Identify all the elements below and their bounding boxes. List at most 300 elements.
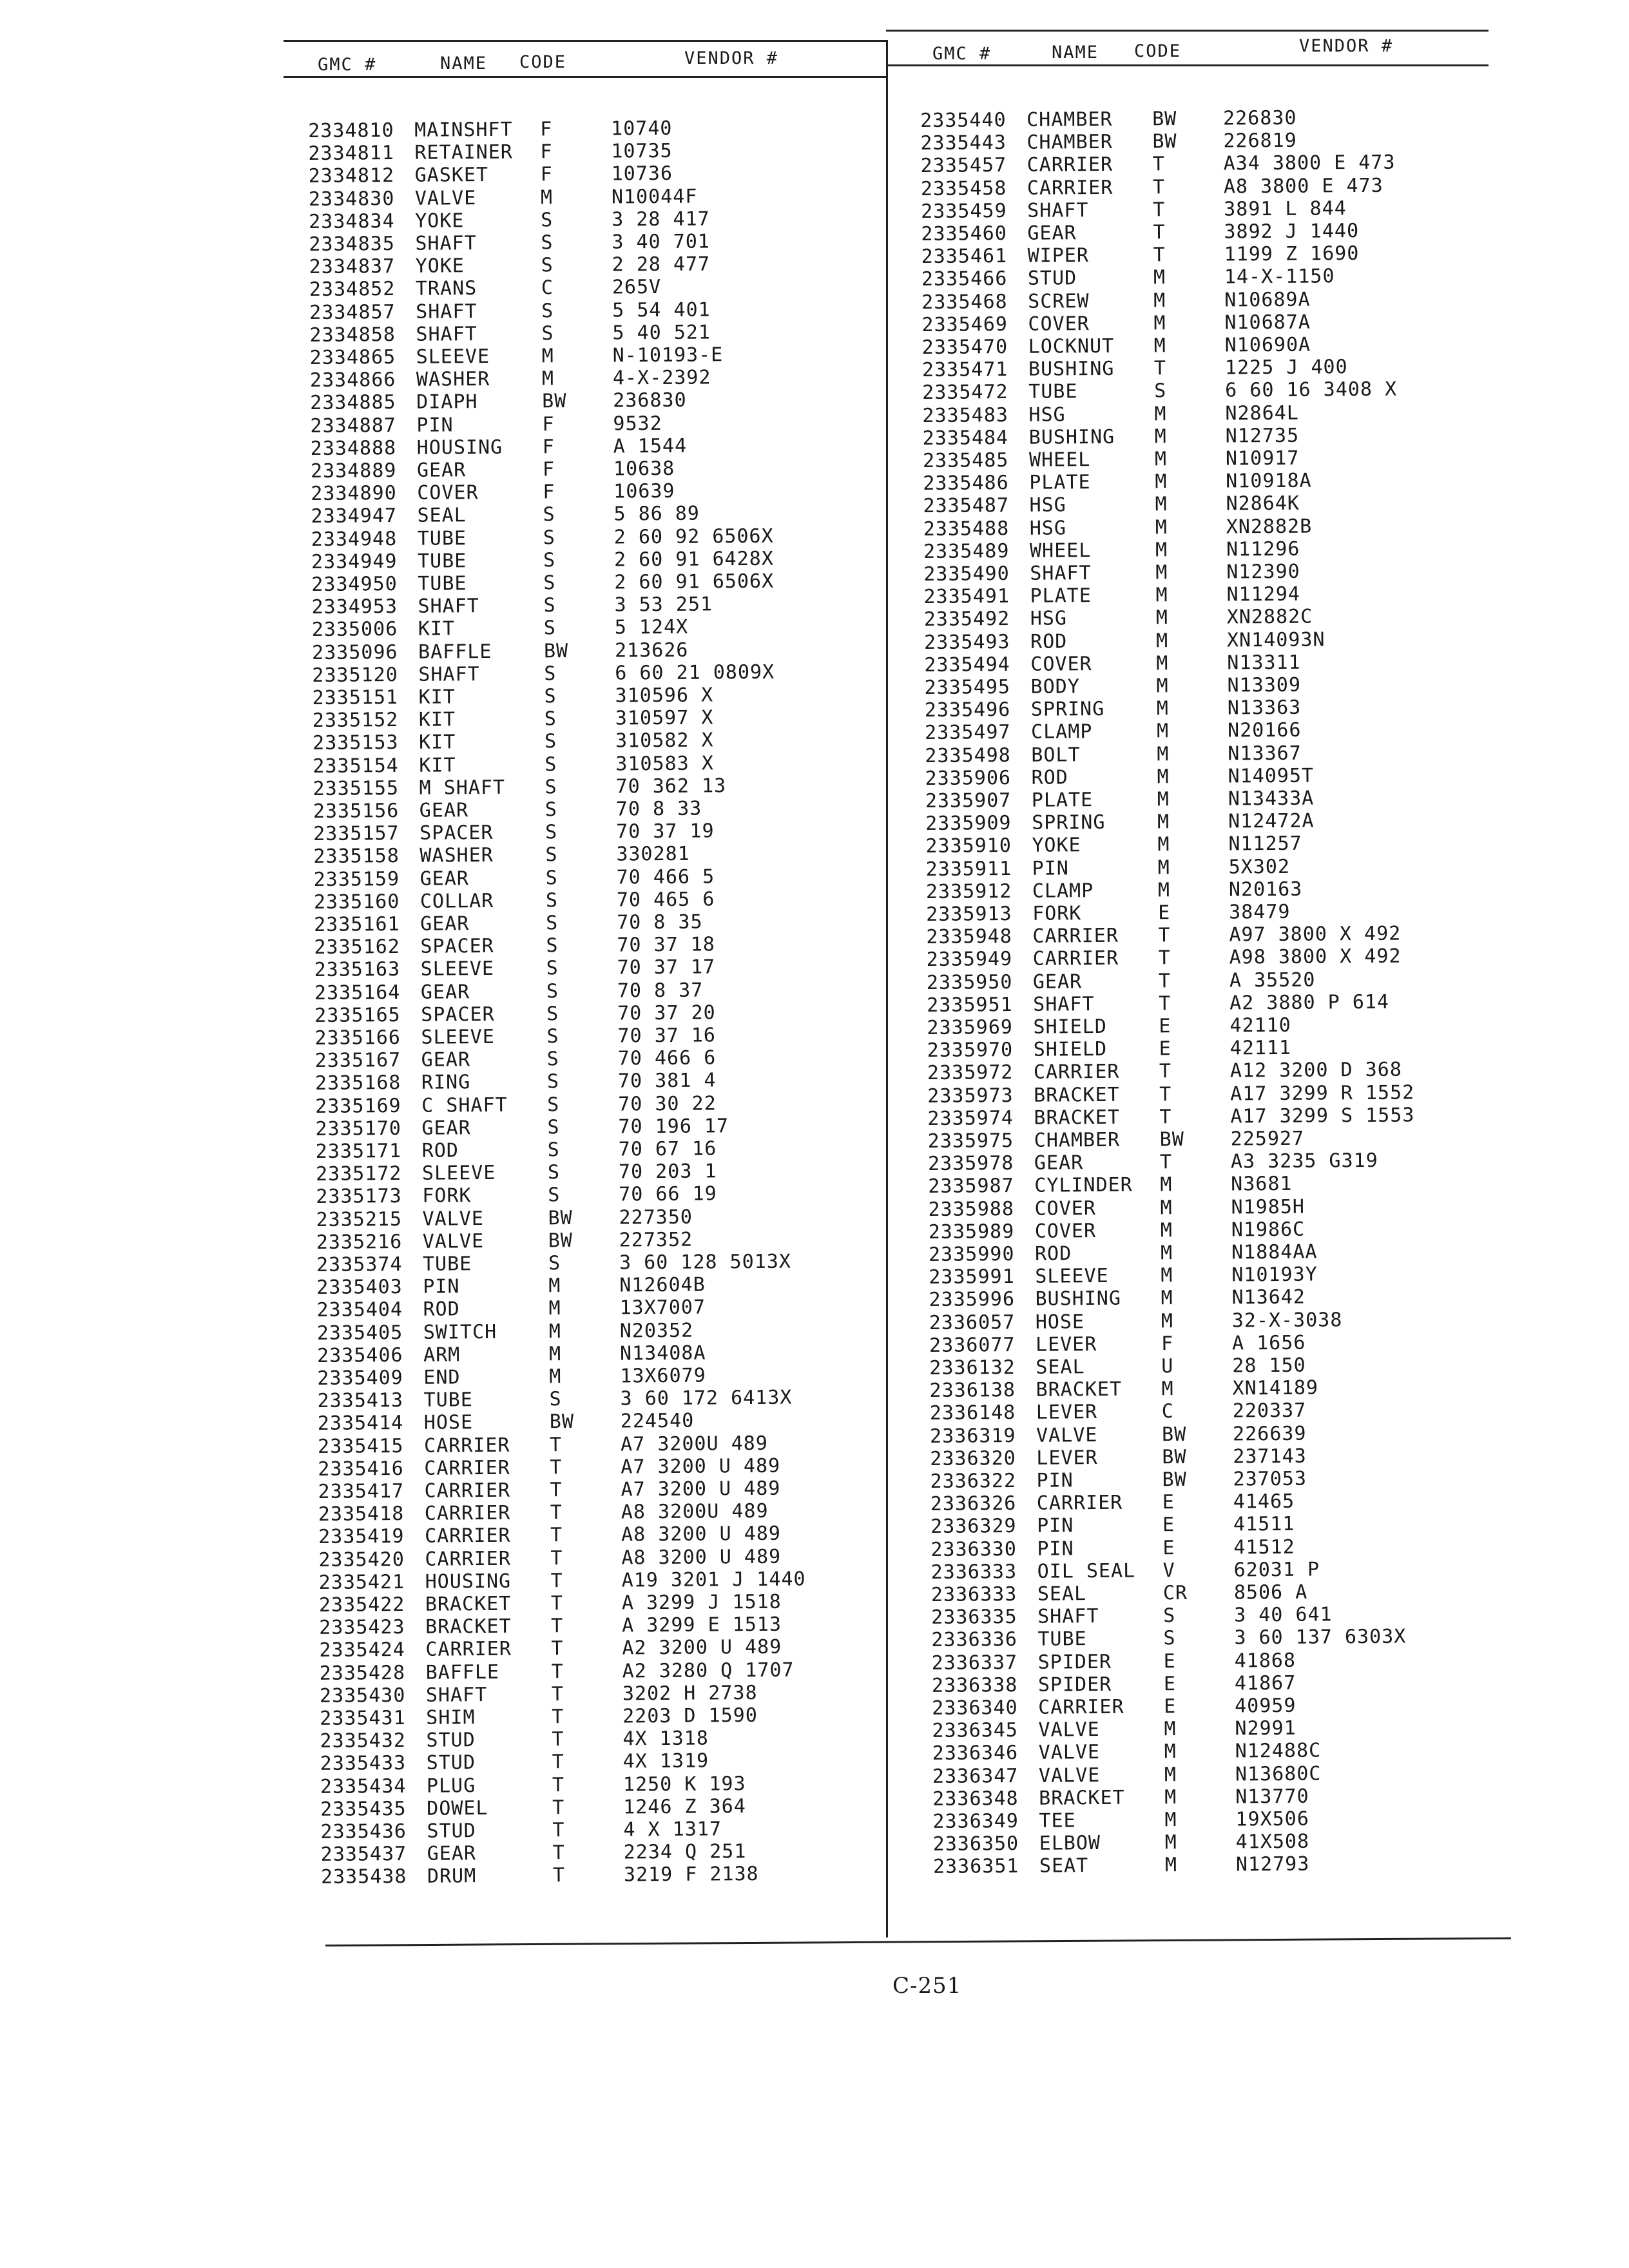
gmc-number: 2336347 — [932, 1764, 1019, 1788]
vendor-code: E — [1162, 1536, 1175, 1559]
part-name: SEAL — [1037, 1582, 1087, 1606]
vendor-number: A34 3800 E 473 — [1223, 151, 1396, 175]
gmc-number: 2335972 — [927, 1061, 1014, 1085]
gmc-number: 2335443 — [920, 131, 1007, 155]
part-name: YOKE — [415, 255, 465, 278]
right-header-code: CODE — [1134, 41, 1182, 61]
part-name: SPRING — [1031, 811, 1106, 834]
part-name: PIN — [1032, 856, 1069, 880]
vendor-number: N13309 — [1227, 673, 1302, 697]
gmc-number: 2335461 — [921, 245, 1008, 269]
vendor-code: S — [546, 1070, 560, 1093]
vendor-code: M — [1157, 856, 1170, 879]
gmc-number: 2335159 — [313, 867, 400, 891]
vendor-code: T — [551, 1637, 564, 1660]
vendor-number: A 1656 — [1231, 1331, 1306, 1355]
part-name: ROD — [1030, 629, 1068, 653]
gmc-number: 2336351 — [932, 1855, 1019, 1879]
vendor-number: 70 8 35 — [617, 910, 703, 934]
part-name: BOLT — [1031, 743, 1081, 767]
vendor-code: F — [540, 163, 553, 186]
gmc-number: 2336340 — [932, 1696, 1018, 1720]
gmc-number: 2335974 — [927, 1106, 1014, 1130]
gmc-number: 2335414 — [317, 1412, 404, 1436]
part-name: CARRIER — [1033, 1061, 1120, 1084]
vendor-number: 226830 — [1222, 106, 1297, 130]
vendor-code: M — [1164, 1740, 1177, 1763]
gmc-number: 2335949 — [926, 948, 1013, 972]
gmc-number: 2334858 — [309, 323, 396, 347]
gmc-number: 2336138 — [929, 1379, 1016, 1403]
vendor-number: XN14189 — [1232, 1376, 1319, 1400]
vendor-code: BW — [1159, 1128, 1184, 1151]
vendor-number: 70 8 33 — [615, 797, 702, 821]
vendor-number: 41867 — [1234, 1671, 1296, 1695]
vendor-number: 40959 — [1235, 1694, 1296, 1718]
vendor-number: N11296 — [1226, 537, 1300, 561]
vendor-code: T — [552, 1796, 565, 1820]
vendor-number: 38479 — [1229, 900, 1291, 924]
vendor-code: CR — [1162, 1582, 1188, 1605]
vendor-number: 13X7007 — [619, 1296, 706, 1320]
vendor-number: XN2882C — [1226, 605, 1313, 629]
vendor-number: A7 3200 U 489 — [621, 1454, 781, 1479]
gmc-number: 2334852 — [309, 278, 396, 302]
part-name: HSG — [1029, 494, 1066, 517]
left-header-gmc: GMC # — [318, 55, 377, 75]
top-rule-left — [284, 40, 886, 42]
vendor-code: M — [1156, 697, 1170, 720]
part-name: SCREW — [1028, 289, 1090, 313]
part-name: PIN — [1036, 1514, 1074, 1538]
part-name: BRACKET — [1036, 1378, 1123, 1401]
part-name: HOSE — [1035, 1310, 1085, 1334]
vendor-number: A 1544 — [613, 434, 688, 458]
right-header-gmc: GMC # — [932, 44, 992, 64]
vendor-number: N1985H — [1231, 1195, 1306, 1219]
vendor-number: 3891 L 844 — [1224, 197, 1347, 221]
vendor-code: BW — [1152, 108, 1177, 131]
vendor-code: F — [1161, 1332, 1174, 1356]
part-name: KIT — [418, 617, 456, 641]
gmc-number: 2335006 — [311, 618, 398, 642]
vendor-number: N11294 — [1226, 582, 1301, 606]
vendor-number: N13311 — [1227, 651, 1301, 675]
part-name: SPIDER — [1037, 1673, 1112, 1696]
gmc-number: 2334837 — [309, 255, 396, 279]
vendor-number: 220337 — [1232, 1399, 1307, 1423]
vendor-number: 8506 A — [1233, 1581, 1308, 1604]
vendor-code: S — [545, 889, 559, 912]
gmc-number: 2335406 — [316, 1343, 403, 1367]
vendor-number: 226819 — [1223, 129, 1297, 153]
part-name: COVER — [1028, 312, 1090, 336]
gmc-number: 2335491 — [923, 585, 1010, 609]
vendor-number: N13642 — [1231, 1286, 1306, 1309]
part-name: SHAFT — [1033, 992, 1095, 1016]
vendor-code: S — [548, 1184, 561, 1207]
part-name: GASKET — [414, 164, 489, 187]
vendor-code: M — [1157, 765, 1170, 789]
part-name: LEVER — [1035, 1332, 1097, 1356]
vendor-number: 4 X 1317 — [623, 1818, 722, 1841]
gmc-number: 2334888 — [310, 436, 397, 460]
vendor-code: M — [1154, 425, 1167, 448]
vendor-number: 5 124X — [614, 616, 689, 639]
vendor-code: M — [1161, 1264, 1173, 1287]
vendor-code: S — [544, 685, 557, 708]
vendor-code: S — [543, 503, 555, 526]
vendor-number: 10740 — [610, 117, 673, 140]
part-name: GEAR — [420, 912, 470, 936]
vendor-code: S — [547, 1161, 561, 1184]
part-name: TEE — [1039, 1809, 1076, 1832]
vendor-number: N13408A — [619, 1341, 706, 1365]
vendor-code: S — [545, 821, 558, 844]
vendor-code: E — [1164, 1695, 1177, 1718]
vendor-number: 41465 — [1233, 1490, 1295, 1514]
vendor-code: BW — [1162, 1468, 1187, 1492]
vendor-code: S — [544, 707, 557, 731]
vendor-number: 4-X-2392 — [612, 366, 711, 390]
gmc-number: 2335471 — [921, 358, 1008, 382]
part-name: TUBE — [1028, 380, 1078, 404]
vendor-number: 310597 X — [615, 706, 714, 730]
vendor-number: N20166 — [1227, 719, 1302, 742]
vendor-number: 3 40 641 — [1234, 1603, 1333, 1627]
vendor-code: T — [550, 1524, 563, 1547]
vendor-number: 224540 — [620, 1410, 695, 1433]
gmc-number: 2335152 — [312, 709, 399, 733]
part-name: LEVER — [1036, 1401, 1098, 1425]
vendor-number: 70 381 4 — [617, 1069, 717, 1093]
gmc-number: 2336319 — [929, 1424, 1016, 1448]
part-name: KIT — [418, 731, 456, 754]
part-name: FORK — [1032, 902, 1082, 925]
part-name: VALVE — [1038, 1741, 1101, 1765]
vendor-number: A7 3200U 489 — [620, 1432, 768, 1456]
part-name: CARRIER — [1027, 153, 1113, 177]
part-name: PLATE — [1031, 789, 1094, 812]
gmc-number: 2336057 — [929, 1311, 1016, 1334]
right-header-vendor: VENDOR # — [1299, 36, 1394, 56]
vendor-code: M — [1153, 266, 1166, 289]
vendor-code: T — [552, 1728, 564, 1751]
gmc-number: 2336333 — [930, 1560, 1017, 1584]
vendor-code: S — [547, 1139, 560, 1162]
gmc-number: 2335472 — [922, 381, 1008, 405]
vendor-number: 310583 X — [615, 752, 714, 776]
vendor-number: 2 28 477 — [612, 253, 711, 276]
vendor-number: 9532 — [613, 412, 662, 436]
part-name: BUSHING — [1028, 357, 1115, 381]
gmc-number: 2335496 — [924, 698, 1011, 722]
vendor-number: 41512 — [1233, 1535, 1295, 1559]
vendor-code: M — [1155, 515, 1168, 539]
gmc-number: 2334949 — [311, 550, 398, 573]
vendor-number: A12 3200 D 368 — [1229, 1058, 1402, 1082]
vendor-code: S — [541, 209, 554, 232]
vendor-number: N10689A — [1224, 288, 1311, 312]
gmc-number: 2334887 — [310, 414, 397, 437]
part-name: CARRIER — [423, 1434, 510, 1457]
vendor-code: F — [542, 436, 555, 459]
gmc-number: 2336333 — [930, 1582, 1017, 1606]
part-name: STUD — [426, 1751, 476, 1775]
right-header-name: NAME — [1052, 43, 1099, 62]
bottom-rule — [325, 1937, 1511, 1946]
vendor-code: F — [539, 118, 553, 141]
part-name: ROD — [421, 1139, 459, 1162]
vendor-number: 310596 X — [615, 684, 714, 707]
vendor-code: T — [1158, 969, 1171, 992]
gmc-number: 2334830 — [308, 187, 395, 211]
vendor-number: 5 40 521 — [612, 321, 711, 345]
vendor-code: M — [549, 1365, 562, 1389]
vendor-code: T — [552, 1819, 565, 1842]
part-name: SHAFT — [1037, 1605, 1099, 1628]
part-name: HOUSING — [425, 1570, 512, 1593]
vendor-code: M — [540, 186, 554, 209]
vendor-number: N1986C — [1231, 1218, 1306, 1242]
part-name: PIN — [416, 413, 454, 437]
vendor-number: 6 60 21 0809X — [615, 660, 775, 685]
vendor-number: 5X302 — [1228, 855, 1291, 879]
vendor-code: M — [1153, 289, 1166, 312]
part-name: DOWEL — [427, 1796, 488, 1820]
part-name: KIT — [419, 753, 456, 777]
vendor-number: 5 54 401 — [612, 298, 711, 322]
vendor-code: S — [546, 1048, 559, 1071]
vendor-code: M — [1153, 334, 1166, 358]
vendor-code: BW — [548, 1229, 574, 1253]
gmc-number: 2335157 — [313, 822, 400, 846]
part-name: SHAFT — [1027, 198, 1089, 222]
gmc-number: 2335423 — [319, 1616, 405, 1640]
vendor-number: A 3299 J 1518 — [621, 1590, 782, 1615]
vendor-code: BW — [1162, 1445, 1187, 1469]
part-name: TUBE — [422, 1253, 472, 1276]
gmc-number: 2335991 — [929, 1265, 1015, 1289]
gmc-number: 2335906 — [925, 766, 1012, 790]
gmc-number: 2335910 — [925, 834, 1012, 858]
vendor-code: T — [1152, 153, 1165, 176]
gmc-number: 2335948 — [926, 925, 1012, 949]
vendor-code: S — [546, 1002, 559, 1026]
vendor-code: S — [549, 1388, 562, 1411]
vendor-code: T — [1159, 992, 1171, 1015]
vendor-code: M — [1160, 1173, 1173, 1196]
gmc-number: 2335485 — [922, 449, 1009, 472]
gmc-number: 2335173 — [316, 1185, 402, 1209]
gmc-number: 2335421 — [318, 1570, 405, 1594]
vendor-code: C — [1161, 1400, 1175, 1423]
gmc-number: 2335374 — [316, 1253, 403, 1276]
part-name: BAFFLE — [425, 1660, 500, 1684]
vendor-number: N10918A — [1226, 469, 1312, 493]
vendor-code: M — [1157, 833, 1170, 856]
part-name: BRACKET — [425, 1615, 512, 1639]
part-name: WHEEL — [1028, 448, 1091, 472]
part-name: STUD — [427, 1820, 476, 1843]
vendor-number: 2234 Q 251 — [623, 1840, 747, 1864]
vendor-code: M — [1164, 1809, 1177, 1832]
vendor-number: 70 466 6 — [617, 1046, 717, 1070]
vendor-code: BW — [549, 1410, 575, 1434]
part-name: HSG — [1030, 607, 1068, 631]
gmc-number: 2335457 — [920, 154, 1007, 178]
part-name: LOCKNUT — [1028, 334, 1115, 358]
vendor-number: N20352 — [619, 1319, 694, 1343]
vendor-code: M — [1157, 811, 1170, 834]
part-name: BRACKET — [1034, 1083, 1120, 1107]
part-name: COVER — [1034, 1196, 1096, 1220]
vendor-number: N1884AA — [1231, 1240, 1318, 1264]
part-name: MAINSHFT — [414, 118, 513, 142]
vendor-code: S — [545, 753, 557, 776]
vendor-code: T — [550, 1569, 563, 1593]
gmc-number: 2335170 — [315, 1117, 402, 1140]
vendor-number: 32-X-3038 — [1231, 1308, 1343, 1332]
vendor-code: M — [541, 345, 554, 368]
vendor-code: M — [1160, 1218, 1173, 1242]
part-name: HSG — [1029, 516, 1067, 540]
gmc-number: 2335419 — [318, 1525, 405, 1549]
part-name: FORK — [422, 1184, 472, 1208]
vendor-number: XN2882B — [1226, 515, 1313, 539]
vendor-code: M — [1155, 629, 1169, 652]
vendor-number: A8 3200 U 489 — [621, 1545, 782, 1570]
gmc-number: 2335990 — [928, 1242, 1015, 1266]
gmc-number: 2336346 — [932, 1742, 1019, 1765]
gmc-number: 2334865 — [309, 346, 396, 369]
part-name: SPACER — [419, 822, 494, 845]
vendor-code: S — [545, 775, 557, 799]
vendor-code: T — [1159, 1151, 1173, 1174]
vendor-number: 2 60 91 6506X — [614, 570, 775, 594]
vendor-number: N12793 — [1235, 1853, 1310, 1876]
vendor-number: A17 3299 R 1552 — [1230, 1081, 1415, 1106]
gmc-number: 2335166 — [314, 1026, 401, 1050]
vendor-code: T — [550, 1546, 563, 1570]
part-name: CHAMBER — [1034, 1128, 1121, 1152]
vendor-code: T — [551, 1660, 564, 1683]
gmc-number: 2335153 — [312, 731, 399, 755]
gmc-number: 2336350 — [932, 1832, 1019, 1856]
gmc-number: 2335418 — [318, 1503, 405, 1526]
vendor-number: 236830 — [613, 389, 687, 412]
vendor-code: T — [551, 1615, 564, 1638]
part-name: CARRIER — [424, 1501, 511, 1525]
vendor-code: T — [1158, 947, 1171, 970]
gmc-number: 2335171 — [315, 1139, 402, 1163]
vendor-number: 2 60 92 6506X — [613, 524, 774, 549]
vendor-code: S — [548, 1252, 561, 1275]
vendor-number: 70 30 22 — [618, 1091, 717, 1116]
part-name: TUBE — [417, 550, 467, 573]
vendor-number: 10735 — [611, 140, 673, 163]
part-name: STUD — [1027, 267, 1077, 291]
vendor-code: V — [1162, 1559, 1175, 1582]
vendor-number: 4X 1318 — [622, 1727, 709, 1751]
vendor-code: E — [1159, 1037, 1171, 1061]
gmc-number: 2336349 — [932, 1809, 1019, 1833]
vendor-number: 41868 — [1234, 1649, 1296, 1673]
vendor-code: M — [1161, 1287, 1173, 1310]
part-name: BAFFLE — [418, 640, 492, 664]
vendor-code: S — [545, 866, 558, 889]
vendor-code: F — [542, 458, 555, 481]
gmc-number: 2335483 — [922, 403, 1009, 427]
vendor-number: A97 3800 X 492 — [1229, 922, 1402, 947]
gmc-number: 2335489 — [923, 539, 1010, 563]
vendor-code: M — [1164, 1718, 1177, 1741]
part-name: SHAFT — [418, 662, 480, 686]
gmc-number: 2335151 — [312, 686, 399, 709]
vendor-number: 1225 J 400 — [1224, 356, 1348, 380]
vendor-code: S — [547, 1093, 560, 1116]
gmc-number: 2335907 — [925, 789, 1012, 812]
vendor-code: S — [545, 843, 558, 867]
part-name: GEAR — [421, 1116, 471, 1140]
vendor-code: S — [543, 617, 556, 640]
vendor-number: N13433A — [1228, 787, 1315, 811]
vendor-code: S — [543, 549, 556, 572]
vendor-number: N13770 — [1235, 1785, 1309, 1809]
gmc-number: 2336077 — [929, 1333, 1016, 1357]
vendor-number: 3 40 701 — [612, 230, 711, 254]
vendor-code: T — [1159, 1082, 1172, 1106]
vendor-code: S — [543, 572, 556, 595]
vendor-code: T — [1153, 357, 1167, 380]
left-header-code: CODE — [519, 52, 567, 72]
vendor-number: 70 362 13 — [615, 774, 727, 798]
vendor-code: S — [546, 934, 559, 957]
vendor-number: 70 66 19 — [619, 1182, 717, 1206]
part-name: CARRIER — [1036, 1491, 1123, 1515]
vendor-code: E — [1163, 1649, 1176, 1673]
vendor-number: 1250 K 193 — [622, 1772, 746, 1796]
vendor-number: N13680C — [1235, 1762, 1322, 1786]
gmc-number: 2335490 — [923, 562, 1010, 586]
vendor-number: 3 28 417 — [612, 207, 710, 231]
part-name: CARRIER — [1032, 924, 1119, 948]
part-name: SPIDER — [1037, 1650, 1112, 1674]
vendor-number: 13X6079 — [620, 1364, 706, 1388]
gmc-number: 2335459 — [921, 199, 1007, 223]
gmc-number: 2335494 — [924, 653, 1010, 677]
vendor-code: E — [1162, 1514, 1175, 1537]
gmc-number: 2335417 — [318, 1479, 405, 1503]
vendor-number: 3219 F 2138 — [623, 1863, 759, 1887]
vendor-code: BW — [1161, 1423, 1187, 1446]
vendor-code: T — [1153, 244, 1166, 267]
vendor-code: M — [1160, 1196, 1173, 1219]
vendor-code: M — [1155, 584, 1168, 607]
vendor-code: S — [546, 1025, 559, 1048]
gmc-number: 2335405 — [316, 1321, 403, 1345]
gmc-number: 2334947 — [311, 505, 398, 528]
vendor-number: 310582 X — [615, 729, 714, 753]
vendor-code: M — [1157, 788, 1170, 811]
vendor-number: 1246 Z 364 — [623, 1794, 746, 1819]
vendor-number: 70 8 37 — [617, 979, 704, 1003]
vendor-number: N10687A — [1224, 311, 1311, 334]
vendor-number: A98 3800 X 492 — [1229, 945, 1402, 969]
vendor-code: M — [548, 1297, 561, 1320]
part-name: BUSHING — [1028, 425, 1115, 449]
gmc-number: 2334948 — [311, 527, 398, 551]
